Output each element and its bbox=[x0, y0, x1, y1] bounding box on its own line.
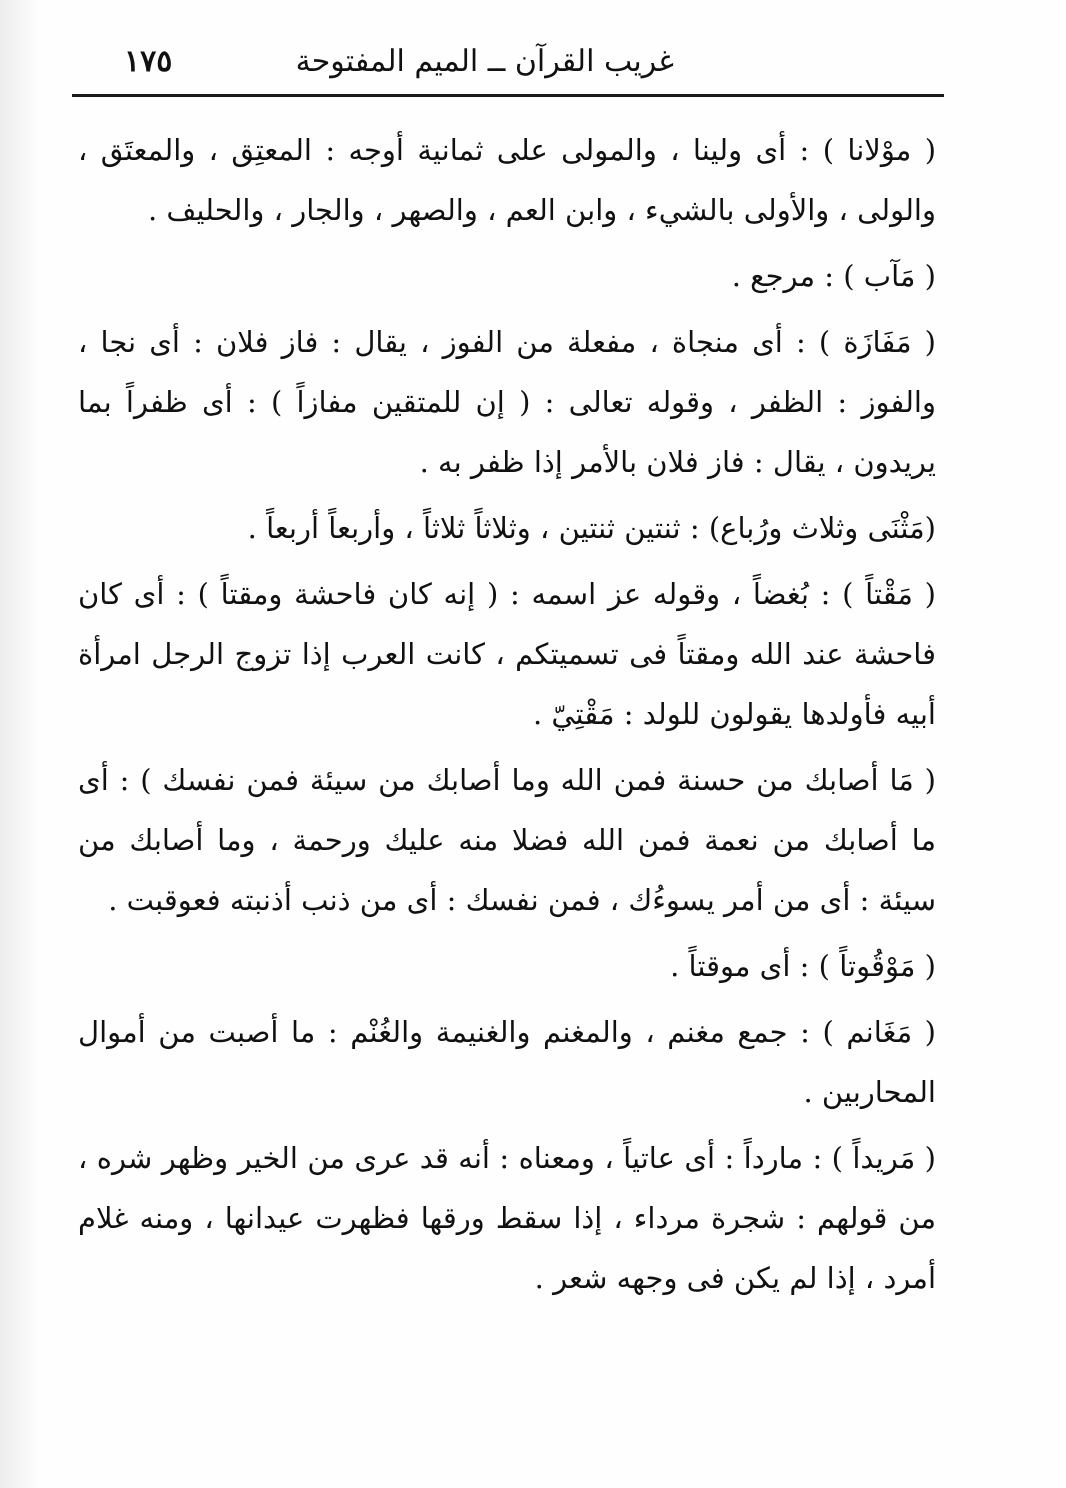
header-rule bbox=[72, 94, 944, 97]
running-header bbox=[72, 38, 944, 90]
entry-text: : أى ولينا ، والمولى على ثمانية أوجه : المعتِق ، والمعتَق ، والولى ، والأولى بالشيء ، وابن العم ، والصهر ، والجار ، والحليف . bbox=[78, 133, 936, 227]
entry-term: ( مَآب ) bbox=[843, 259, 936, 293]
entry-term: ( مَفَازَة ) bbox=[818, 325, 936, 359]
entry-term: (مَثْنَى وثلاث ورُباع) bbox=[708, 511, 936, 545]
entry-maghanim bbox=[78, 1002, 936, 1122]
entry-maqtan bbox=[78, 564, 936, 744]
entry-maridan bbox=[78, 1128, 936, 1308]
page-number: ١٧٥ bbox=[124, 44, 173, 79]
entry-text: : مارداً : أى عاتياً ، ومعناه : أنه قد عرى من الخير وظهر شره ، من قولهم : شجرة مرداء ، إذا سقط ورقها فظهرت عيدانها ، ومنه غلام أمرد ، إذا لم يكن فى وجهه شعر . bbox=[78, 1141, 936, 1295]
entry-term: ( مَا أصابك من حسنة فمن الله وما أصابك من سيئة فمن نفسك ) bbox=[140, 763, 936, 797]
entry-term: ( مَوْقُوتاً ) bbox=[818, 949, 936, 983]
entry-text: : أى موقتاً . bbox=[670, 949, 819, 983]
entry-text: : أى منجاة ، مفعلة من الفوز ، يقال : فاز فلان : أى نجا ، والفوز : الظفر ، وقوله تعالى : ( إن للمتقين مفازاً ) : أى ظفراً بما يريدون ، يقال : فاز فلان بالأمر إذا ظفر به . bbox=[78, 325, 936, 479]
header-title: غريب القرآن ــ الميم المفتوحة bbox=[295, 44, 674, 79]
entry-maab bbox=[78, 246, 936, 306]
entry-text: : ثنتين ثنتين ، وثلاثاً ثلاثاً ، وأربعاً أربعاً . bbox=[247, 511, 709, 545]
entry-mawqutan bbox=[78, 936, 936, 996]
entry-text: : أى ما أصابك من نعمة فمن الله فضلا منه عليك ورحمة ، وما أصابك من سيئة : أى من أمر يسوءُك ، فمن نفسك : أى من ذنب أذنبته فعوقبت . bbox=[78, 763, 936, 917]
entry-text: : جمع مغنم ، والمغنم والغنيمة والغُنْم : ما أصبت من أموال المحاربين . bbox=[78, 1015, 936, 1109]
entry-ma-asabak bbox=[78, 750, 936, 930]
entry-term: ( مَقْتاً ) bbox=[842, 577, 936, 611]
page-body bbox=[78, 120, 936, 1314]
entry-term: ( مَريداً ) bbox=[831, 1141, 936, 1175]
entry-text: : بُغضاً ، وقوله عز اسمه : ( إنه كان فاحشة ومقتاً ) : أى كان فاحشة عند الله ومقتاً فى تسميتكم ، كانت العرب إذا تزوج الرجل امرأة أبيه فأولدها يقولون للولد : مَقْتِيّ . bbox=[78, 577, 936, 731]
page-edge-shadow bbox=[0, 0, 40, 1488]
entry-mawlana bbox=[78, 120, 936, 240]
entry-term: ( مَغَانم ) bbox=[822, 1015, 937, 1049]
entry-mathna bbox=[78, 498, 936, 558]
entry-mafaza bbox=[78, 312, 936, 492]
entry-text: : مرجع . bbox=[731, 259, 844, 293]
entry-term: ( موْلانا ) bbox=[822, 133, 937, 167]
